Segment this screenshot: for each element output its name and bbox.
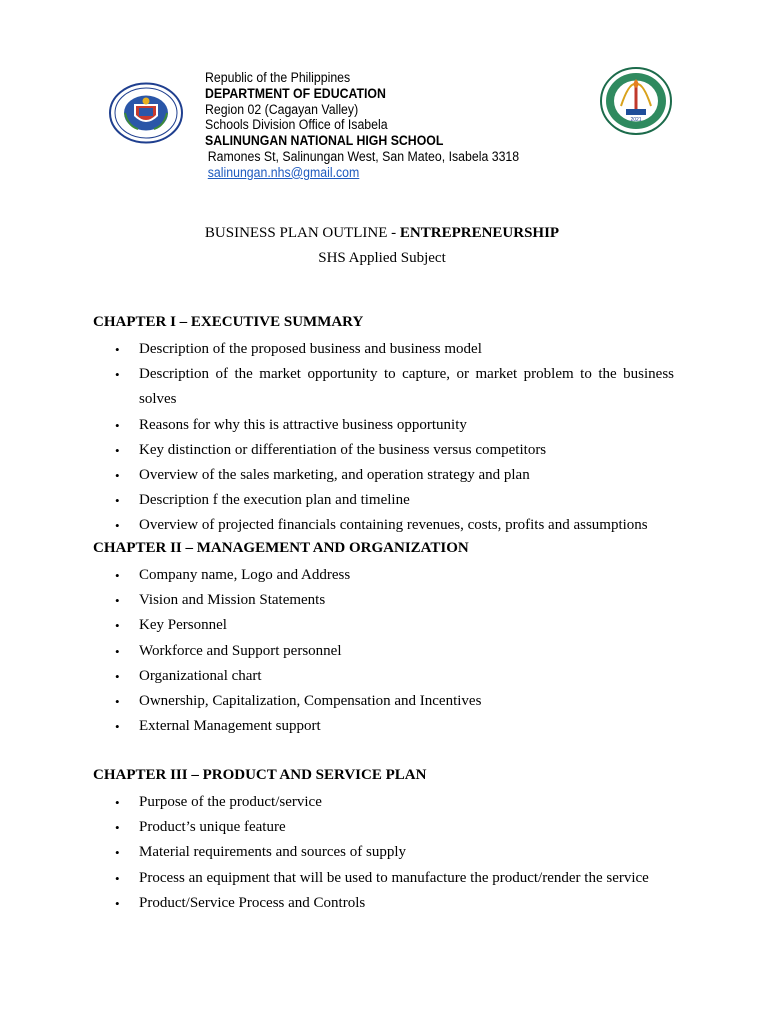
list-item: • Material requirements and sources of supply [0,840,674,865]
list-item: • Description of the proposed business and business model [0,337,674,362]
list-item: • Ownership, Capitalization, Compensation and Incentives [0,689,674,714]
list-item: • Vision and Mission Statements [0,588,674,613]
title-emphasis: ENTREPRENEURSHIP [399,225,560,241]
list-item: • Purpose of the product/service [0,790,674,815]
bullet-icon: • [115,442,120,458]
document-title [0,225,764,242]
chapter-1-list [0,337,674,539]
bullet-icon: • [115,719,120,735]
bullet-icon: • [115,342,120,357]
list-item: • Process an equipment that will be used to manufacture the product/render the service [0,866,674,891]
seal-year: 2021 [630,117,642,123]
list-item: • Overview of the sales marketing, and operation strategy and plan [0,463,674,488]
list-item: • Reasons for why this is attractive business opportunity [0,413,674,438]
list-item: • External Management support [0,714,674,739]
chapter-1-heading: CHAPTER I – EXECUTIVE SUMMARY [93,314,364,330]
document-subtitle: SHS Applied Subject [318,250,446,266]
list-item: • Product’s unique feature [0,815,674,840]
bullet-icon: • [115,895,120,911]
region-line: Region 02 (Cagayan Valley) [205,101,359,117]
chapter-2-heading: CHAPTER II – MANAGEMENT AND ORGANIZATION [93,540,469,556]
chapter-3-heading: CHAPTER III – PRODUCT AND SERVICE PLAN [93,767,427,783]
list-item: • Description f the execution plan and timeline [0,488,674,513]
title-prefix: BUSINESS PLAN OUTLINE - [204,225,400,241]
bullet-icon: • [115,643,120,659]
bullet-icon: • [115,367,120,383]
bullet-icon: • [115,493,120,509]
republic-line: Republic of the Philippines [205,70,351,85]
bullet-icon: • [115,795,120,810]
list-item: • Key Personnel [0,613,674,638]
school-name: SALINUNGAN NATIONAL HIGH SCHOOL [205,133,444,149]
bullet-icon: • [115,593,120,609]
list-item: • Product/Service Process and Controls [0,891,674,916]
chapter-2-list [0,563,674,739]
department-line: DEPARTMENT OF EDUCATION [205,85,386,101]
bullet-icon: • [115,694,120,710]
bullet-icon: • [115,820,120,836]
bullet-icon: • [115,845,120,861]
bullet-icon: • [115,468,120,484]
list-item: • Description of the market opportunity to capture, or market problem to the business solves [0,362,674,412]
bullet-icon: • [115,668,120,684]
bullet-icon: • [115,870,120,886]
letterhead [205,70,519,181]
school-address: Ramones St, Salinungan West, San Mateo, Isabela 3318 [207,148,520,164]
bullet-icon: • [115,518,120,534]
school-email-link[interactable]: salinungan.nhs@gmail.com [207,164,360,180]
list-item: • Organizational chart [0,664,674,689]
list-item: • Key distinction or differentiation of the business versus competitors [0,438,674,463]
bullet-icon: • [115,417,120,433]
bullet-icon: • [115,618,120,634]
list-item: • Workforce and Support personnel [0,639,674,664]
chapter-3-list [0,790,674,916]
school-seal-logo [599,66,673,136]
deped-seal-logo [108,82,184,144]
list-item: • Overview of projected financials containing revenues, costs, profits and assumptions [0,513,674,538]
bullet-icon: • [115,568,120,583]
list-item: • Company name, Logo and Address [0,563,674,588]
division-line: Schools Division Office of Isabela [205,117,388,133]
